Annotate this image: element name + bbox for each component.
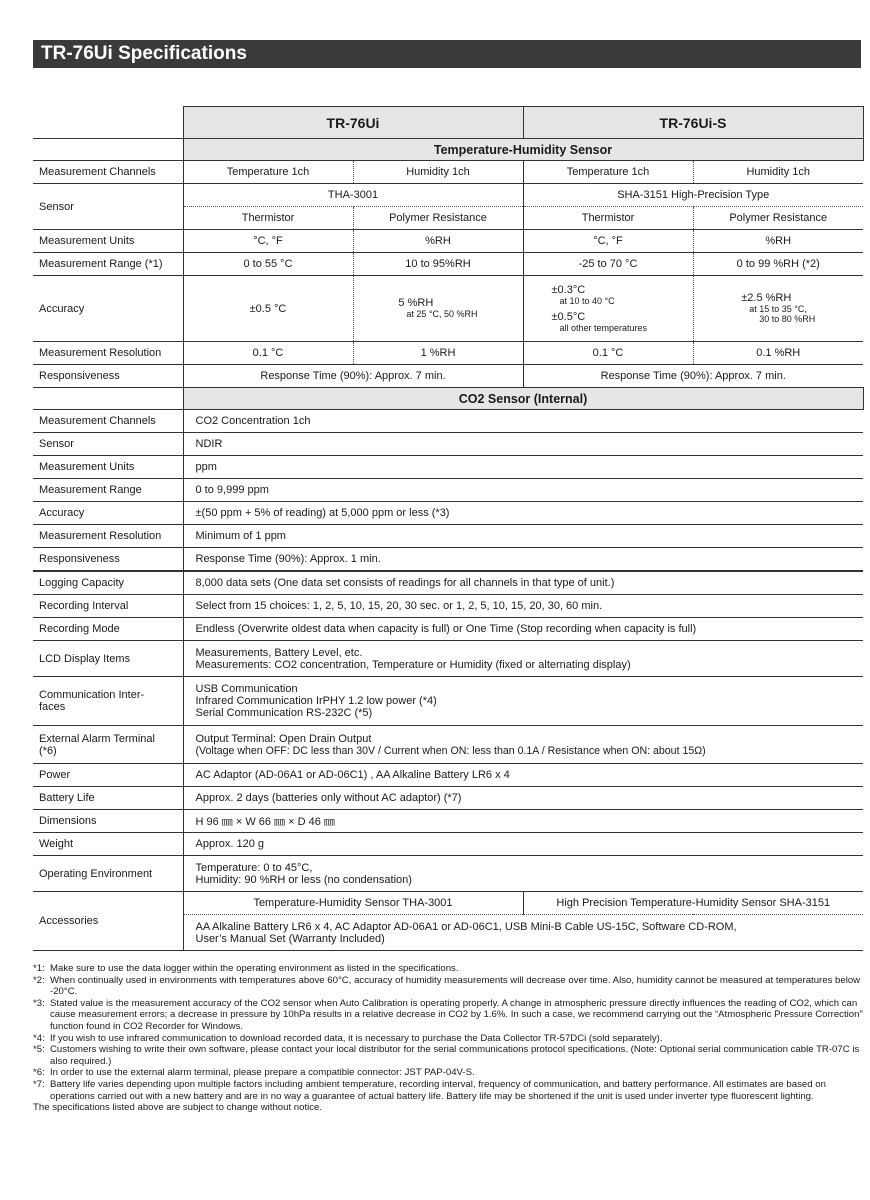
footnote-key: *2: — [33, 974, 45, 986]
table-row — [33, 410, 863, 433]
row-label: Power — [33, 764, 183, 787]
footnote — [33, 998, 863, 1033]
cell-line: Infrared Communication IrPHY 1.2 low power (*4) — [195, 695, 437, 707]
row-label: Accuracy — [33, 276, 183, 342]
row-label: Measurement Resolution — [33, 342, 183, 365]
cell: Thermistor — [183, 207, 353, 230]
acc-value: 5 %RH — [398, 297, 434, 309]
cell: 10 to 95%RH — [353, 253, 523, 276]
cell — [353, 276, 523, 342]
footnote — [33, 1033, 863, 1045]
cell: NDIR — [183, 433, 863, 456]
table-row — [33, 433, 863, 456]
cell: Polymer Resistance — [693, 207, 863, 230]
row-label: Measurement Range — [33, 479, 183, 502]
cell-line: Measurements, Battery Level, etc. — [195, 646, 363, 659]
footnote-text: Customers wishing to write their own software, please contact your local distributor for the serial communications protocol specifications. (Note: Optional serial communication cable TR-07C is also required.) — [50, 1044, 860, 1067]
footnote-text: If you wish to use infrared communication to download recorded data, it is necessary to purchase the Data Collector TR-57DCi (sold separately). — [50, 1032, 663, 1044]
cell: Temperature 1ch — [183, 161, 353, 184]
footnote-text: Make sure to use the data logger within the operating environment as listed in the specifications. — [50, 963, 459, 974]
table-row — [33, 787, 863, 810]
table-row — [33, 365, 863, 388]
label-line: External Alarm Terminal — [39, 732, 155, 745]
table-row — [33, 230, 863, 253]
cell: THA-3001 — [183, 184, 523, 207]
footnote — [33, 963, 863, 975]
cell: 0 to 55 °C — [183, 253, 353, 276]
cell: ±(50 ppm + 5% of reading) at 5,000 ppm or less (*3) — [183, 502, 863, 525]
cell: Response Time (90%): Approx. 1 min. — [183, 548, 863, 571]
label-line: faces — [39, 701, 66, 713]
cell: -25 to 70 °C — [523, 253, 693, 276]
acc-note: at 15 to 35 °C, — [749, 304, 807, 314]
footer-note: The specifications listed above are subject to change without notice. — [33, 1102, 323, 1114]
cell: Temperature-Humidity Sensor THA-3001 — [183, 892, 523, 915]
row-label: Accuracy — [33, 502, 183, 525]
row-label — [33, 726, 183, 764]
label-line: Communication Inter- — [39, 689, 145, 701]
th-section-row — [33, 139, 863, 161]
cell: ±0.5 °C — [183, 276, 353, 342]
cell — [523, 276, 693, 342]
cell: %RH — [353, 230, 523, 253]
cell: Endless (Overwrite oldest data when capacity is full) or One Time (Stop recording when capacity is full) — [183, 618, 863, 641]
cell: Temperature 1ch — [523, 161, 693, 184]
table-row — [33, 548, 863, 571]
cell — [183, 677, 863, 726]
row-label: Dimensions — [33, 810, 183, 833]
cell: 8,000 data sets (One data set consists of readings for all channels in that type of unit.) — [183, 571, 863, 595]
cell-line: Temperature: 0 to 45°C, — [195, 861, 313, 874]
table-row — [33, 833, 863, 856]
table-row — [33, 677, 863, 726]
table-row — [33, 856, 863, 892]
row-label: Battery Life — [33, 787, 183, 810]
cell — [693, 276, 863, 342]
table-row — [33, 276, 863, 342]
table-row — [33, 479, 863, 502]
cell-line: Humidity: 90 %RH or less (no condensation) — [195, 873, 412, 886]
row-label: LCD Display Items — [33, 641, 183, 677]
row-label: Measurement Channels — [33, 161, 183, 184]
acc-note: all other temperatures — [559, 323, 648, 333]
table-row — [33, 726, 863, 764]
row-label — [33, 677, 183, 726]
cell: Polymer Resistance — [353, 207, 523, 230]
footnote — [33, 1079, 863, 1102]
footnote-key: *4: — [33, 1032, 45, 1044]
footnote — [33, 1067, 863, 1079]
cell: Response Time (90%): Approx. 7 min. — [523, 365, 863, 388]
footnote-key: *6: — [33, 1067, 45, 1079]
row-label: Sensor — [33, 433, 183, 456]
footnote-text: Battery life varies depending upon multiple factors including ambient temperature, recording interval, frequency of communication, and battery performance. All estimates are based on operations carried out with a new battery and are in no way a guarantee of actual battery life. Battery life may be shortened if the unit is used under inverter type fluorescent lighting. — [50, 1078, 826, 1102]
cell-line: AA Alkaline Battery LR6 x 4, AC Adaptor AD-06A1 or AD-06C1, USB Mini-B Cable US-15C, Software CD-ROM, — [195, 920, 737, 933]
footnote — [33, 1044, 863, 1067]
cell-line: Output Terminal: Open Drain Output — [195, 732, 372, 745]
cell-line: USB Communication — [195, 683, 298, 695]
acc-value: ±0.3°C — [551, 284, 586, 296]
cell: 0.1 °C — [183, 342, 353, 365]
footnote-text: When continually used in environments with temperatures above 60°C, accuracy of humidity measurements will decrease over time. Also, humidity cannot be measured at temperatures below -20°C. — [50, 974, 861, 998]
row-label: Measurement Range (*1) — [33, 253, 183, 276]
row-label: Measurement Units — [33, 456, 183, 479]
footnote-text: In order to use the external alarm terminal, please prepare a compatible connector: JST PAP-04V-S. — [50, 1067, 475, 1079]
model-header-row — [33, 107, 863, 139]
acc-value: ±0.5°C — [551, 311, 586, 323]
table-row — [33, 253, 863, 276]
cell-line: Measurements: CO2 concentration, Temperature or Humidity (fixed or alternating display) — [195, 658, 631, 671]
cell: Minimum of 1 ppm — [183, 525, 863, 548]
table-row — [33, 641, 863, 677]
acc-note: at 10 to 40 °C — [559, 296, 615, 306]
row-label: Logging Capacity — [33, 571, 183, 595]
cell-line: User’s Manual Set (Warranty Included) — [195, 932, 385, 945]
row-label: Responsiveness — [33, 365, 183, 388]
cell: High Precision Temperature-Humidity Sensor SHA-3151 — [523, 892, 863, 915]
cell-line: (Voltage when OFF: DC less than 30V / Current when ON: less than 0.1A / Resistance when ON: about 15Ω) — [195, 744, 706, 757]
row-label: Recording Mode — [33, 618, 183, 641]
cell: Response Time (90%): Approx. 7 min. — [183, 365, 523, 388]
row-label: Measurement Resolution — [33, 525, 183, 548]
footnotes — [33, 963, 863, 1114]
row-label: Measurement Units — [33, 230, 183, 253]
cell — [183, 856, 863, 892]
cell: 1 %RH — [353, 342, 523, 365]
table-row — [33, 892, 863, 915]
row-label: Operating Environment — [33, 856, 183, 892]
row-label: Sensor — [33, 184, 183, 230]
cell: %RH — [693, 230, 863, 253]
page-title: TR-76Ui Specifications — [33, 40, 861, 68]
table-row — [33, 161, 863, 184]
acc-note: at 25 °C, 50 %RH — [406, 309, 478, 319]
cell: Select from 15 choices: 1, 2, 5, 10, 15, 20, 30 sec. or 1, 2, 5, 10, 15, 20, 30, 60 min. — [183, 595, 863, 618]
cell: SHA-3151 High-Precision Type — [523, 184, 863, 207]
table-row — [33, 810, 863, 833]
cell: 0.1 °C — [523, 342, 693, 365]
th-section-title: Temperature-Humidity Sensor — [183, 139, 863, 161]
table-row — [33, 525, 863, 548]
acc-note: 30 to 80 %RH — [759, 314, 816, 324]
label-line: (*6) — [39, 744, 57, 757]
footnote-text: Stated value is the measurement accuracy of the CO2 sensor when Auto Calibration is operating properly. A change in atmospheric pressure directly influences the reading of CO2, which can cause measurement errors; a decrease in pressure by 10hPa results in a relative decrease in CO2 by 1.6%. In such a case, we recommend carrying out the “Atmospheric Pressure Correction” function found in CO2 Recorder for Windows. — [50, 997, 863, 1032]
cell: 0 to 9,999 ppm — [183, 479, 863, 502]
table-row — [33, 184, 863, 207]
cell: Approx. 2 days (batteries only without AC adaptor) (*7) — [183, 787, 863, 810]
table-row — [33, 502, 863, 525]
acc-value: ±2.5 %RH — [741, 292, 792, 304]
footnote-key: *7: — [33, 1078, 45, 1090]
co2-section-title: CO2 Sensor (Internal) — [183, 388, 863, 410]
table-row — [33, 764, 863, 787]
footnote-key: *1: — [33, 963, 45, 974]
row-label: Accessories — [33, 892, 183, 951]
row-label: Recording Interval — [33, 595, 183, 618]
cell: Humidity 1ch — [353, 161, 523, 184]
cell: Humidity 1ch — [693, 161, 863, 184]
footnote-key: *3: — [33, 997, 45, 1009]
cell: 0 to 99 %RH (*2) — [693, 253, 863, 276]
model-tr76ui: TR-76Ui — [183, 107, 523, 139]
footnote — [33, 975, 863, 998]
cell: H 96 ㎜ × W 66 ㎜ × D 46 ㎜ — [183, 810, 863, 833]
cell: 0.1 %RH — [693, 342, 863, 365]
row-label: Weight — [33, 833, 183, 856]
row-label: Responsiveness — [33, 548, 183, 571]
table-row — [33, 456, 863, 479]
cell — [183, 726, 863, 764]
footnote-key: *5: — [33, 1044, 45, 1056]
table-row — [33, 342, 863, 365]
co2-section-row — [33, 388, 863, 410]
cell — [183, 915, 863, 951]
row-label: Measurement Channels — [33, 410, 183, 433]
table-row — [33, 618, 863, 641]
cell-line: Serial Communication RS-232C (*5) — [195, 707, 373, 719]
model-tr76ui-s: TR-76Ui-S — [523, 107, 863, 139]
cell: Thermistor — [523, 207, 693, 230]
cell: °C, °F — [523, 230, 693, 253]
cell: AC Adaptor (AD-06A1 or AD-06C1) , AA Alkaline Battery LR6 x 4 — [183, 764, 863, 787]
cell: ppm — [183, 456, 863, 479]
cell: °C, °F — [183, 230, 353, 253]
table-row — [33, 571, 863, 595]
cell — [183, 641, 863, 677]
spec-table — [33, 106, 864, 951]
cell: CO2 Concentration 1ch — [183, 410, 863, 433]
cell: Approx. 120 g — [183, 833, 863, 856]
table-row — [33, 595, 863, 618]
